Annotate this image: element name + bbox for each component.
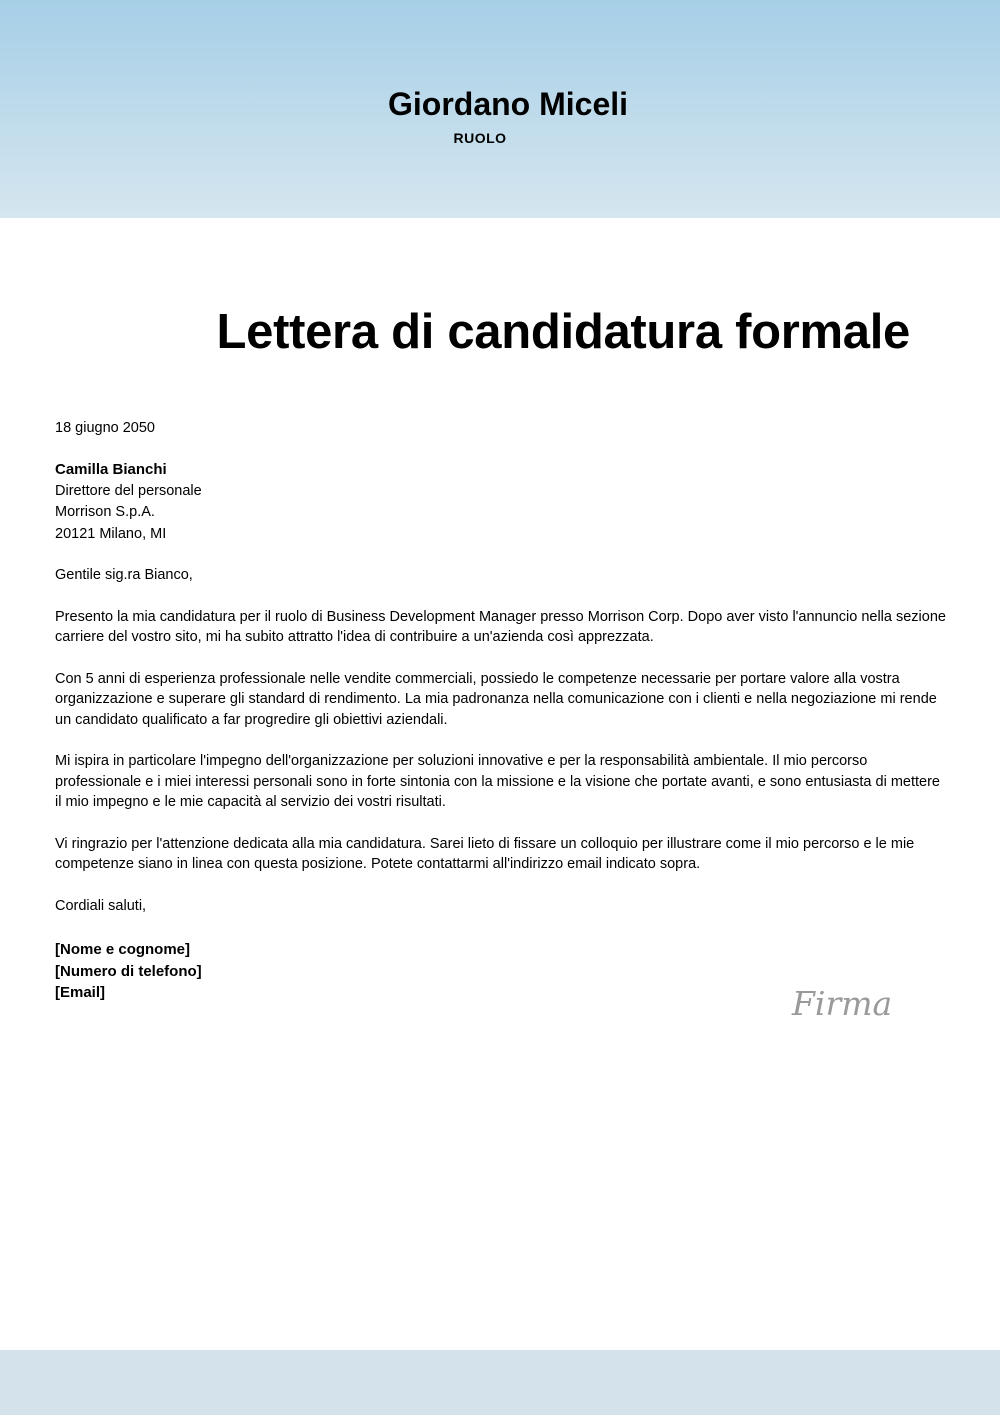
recipient-position: Direttore del personale bbox=[55, 482, 202, 499]
signature: Firma bbox=[792, 984, 893, 1023]
letter-body bbox=[55, 418, 947, 1004]
recipient-company: Morrison S.p.A. bbox=[55, 504, 155, 520]
letter-greeting: Gentile sig.ra Bianco, bbox=[55, 567, 193, 583]
recipient-block bbox=[55, 459, 947, 546]
letter-paragraph-2: Con 5 anni di esperienza professionale nelle vendite commerciali, possiedo le competenze necessarie per portare valore alla vostra organizzazione e superare gli standard di rendimento. La mia padronanza nella comunicazione con i clienti e nella negoziazione mi rende un candidato qualificato a far progredire gli obiettivi aziendali. bbox=[55, 670, 937, 728]
document-title: Lettera di candidatura formale bbox=[216, 305, 910, 359]
sender-role: RUOLO bbox=[453, 130, 507, 146]
header-banner bbox=[0, 0, 1000, 218]
sender-email-placeholder: [Email] bbox=[55, 984, 106, 1001]
sender-name-heading: Giordano Miceli bbox=[387, 86, 629, 122]
letter-date: 18 giugno 2050 bbox=[55, 420, 155, 436]
sender-name-placeholder: [Nome e cognome] bbox=[55, 941, 191, 958]
letter-paragraph-4: Vi ringrazio per l'attenzione dedicata alla mia candidatura. Sarei lieto di fissare un colloquio per illustrare come il mio percorso e le mie competenze siano in linea con questa posizione. Potete contattarmi all'indirizzo email indicato sopra. bbox=[55, 835, 915, 872]
letter-paragraph-1: Presento la mia candidatura per il ruolo di Business Development Manager presso Morrison Corp. Dopo aver visto l'annuncio nella sezione carriere del vostro sito, mi ha subito attratto l'idea di contribuire a un'azienda così apprezzata. bbox=[55, 608, 946, 645]
letter-paragraph-3: Mi ispira in particolare l'impegno dell'organizzazione per soluzioni innovative e per la responsabilità ambientale. Il mio percorso professionale e i miei interessi personali sono in forte sintonia con la missione e la visione che portate avanti, e sono entusiasta di mettere il mio impegno e le mie capacità al servizio dei vostri risultati. bbox=[55, 753, 940, 810]
letter-closing: Cordiali saluti, bbox=[55, 897, 147, 914]
sender-phone-placeholder: [Numero di telefono] bbox=[55, 962, 202, 980]
recipient-address: 20121 Milano, MI bbox=[55, 525, 167, 542]
recipient-name: Camilla Bianchi bbox=[55, 460, 167, 478]
footer-band bbox=[0, 1350, 1000, 1415]
